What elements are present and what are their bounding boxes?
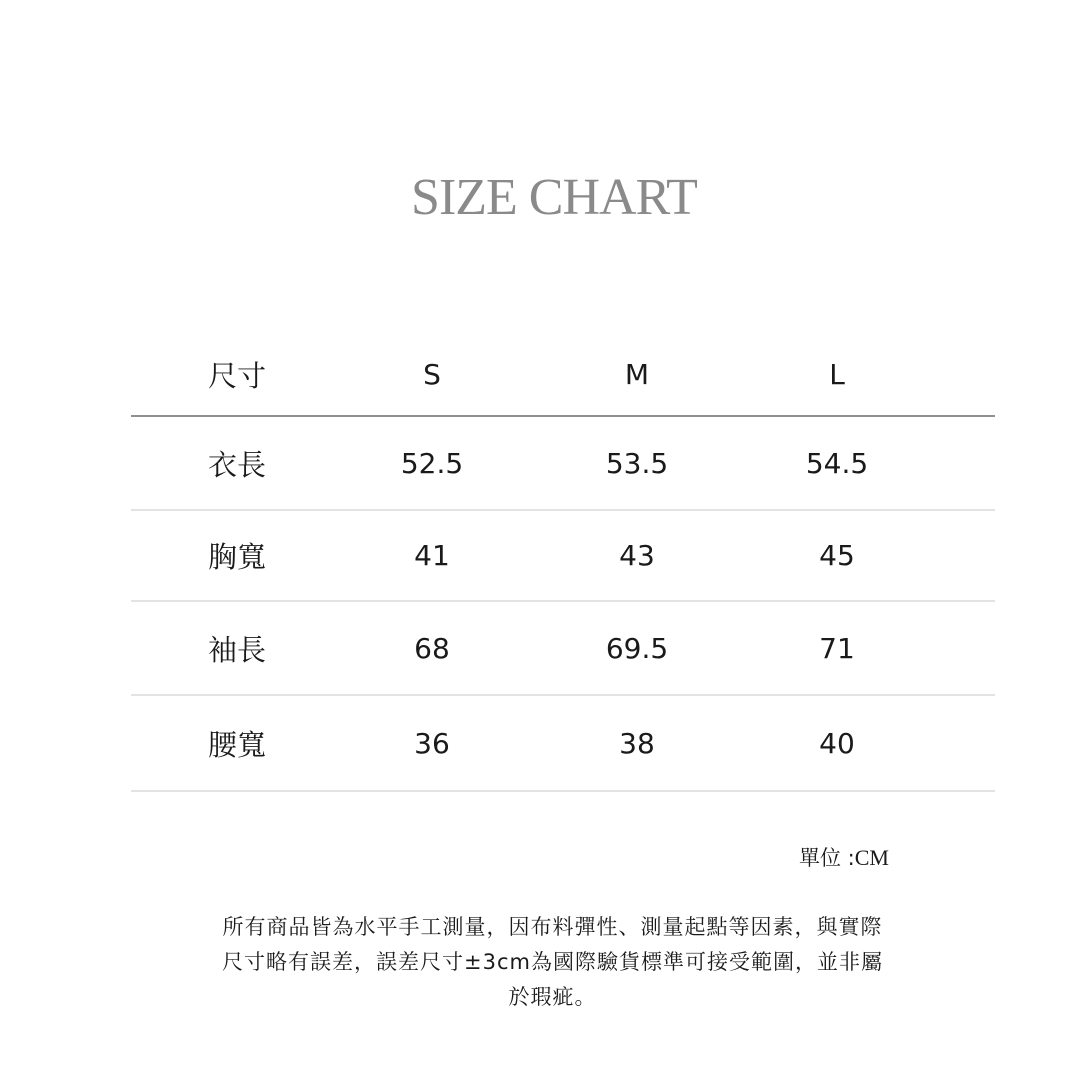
size-header-s: S bbox=[423, 358, 441, 391]
row-label: 腰寬 bbox=[207, 727, 266, 762]
note-line-1: 所有商品皆為水平手工測量，因布料彈性、測量起點等因素，與實際 bbox=[222, 915, 883, 939]
table-row bbox=[131, 602, 995, 696]
table-cell: 45 bbox=[819, 539, 855, 572]
unit-note bbox=[799, 842, 889, 872]
row-label: 袖長 bbox=[207, 632, 266, 667]
table-cell: 41 bbox=[414, 539, 450, 572]
size-header-label: 尺寸 bbox=[207, 359, 266, 393]
table-cell: 54.5 bbox=[805, 446, 869, 480]
row-label: 胸寬 bbox=[207, 540, 266, 574]
size-table bbox=[131, 330, 995, 792]
table-header-row bbox=[131, 330, 995, 417]
table-row bbox=[131, 417, 995, 511]
table-cell: 69.5 bbox=[605, 631, 669, 665]
table-cell: 52.5 bbox=[400, 446, 464, 480]
page-title: SIZE CHART bbox=[411, 169, 697, 226]
table-row bbox=[131, 511, 995, 602]
table-cell: 40 bbox=[819, 726, 855, 760]
unit-value: CM bbox=[854, 845, 889, 870]
note-line-2: 尺寸略有誤差，誤差尺寸±3cm為國際驗貨標準可接受範圍，並非屬 bbox=[222, 950, 883, 974]
row-label: 衣長 bbox=[207, 447, 266, 482]
note-line-3: 於瑕疵。 bbox=[508, 985, 597, 1009]
unit-label: 單位 : bbox=[798, 846, 855, 870]
size-header-m: M bbox=[624, 358, 650, 391]
size-header-l: L bbox=[829, 358, 845, 391]
table-cell: 71 bbox=[819, 631, 855, 665]
table-cell: 38 bbox=[619, 726, 655, 760]
table-cell: 43 bbox=[619, 539, 655, 572]
table-cell: 53.5 bbox=[605, 446, 669, 480]
table-row bbox=[131, 696, 995, 792]
measurement-note bbox=[170, 910, 935, 1015]
table-cell: 36 bbox=[414, 726, 450, 760]
table-cell: 68 bbox=[414, 631, 450, 665]
